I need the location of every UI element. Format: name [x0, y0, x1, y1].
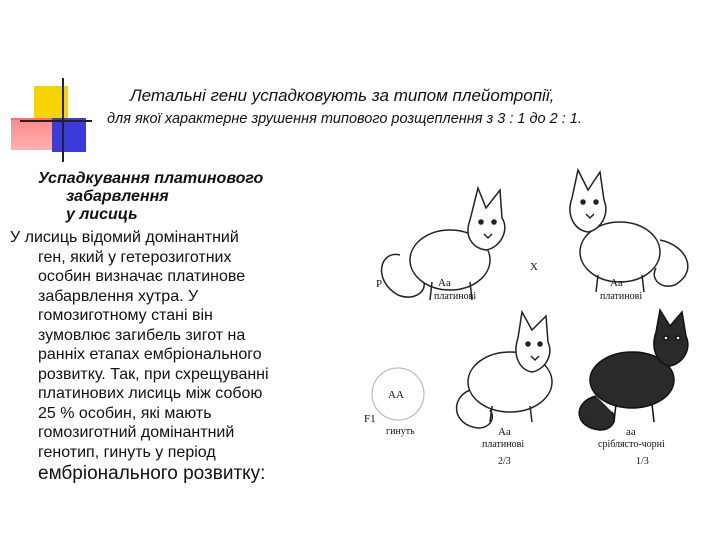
body-line: розвитку. Так, при схрещуванні	[38, 365, 269, 383]
offspring-fox-silverblack-illustration	[579, 310, 688, 430]
body-line: 25 % особин, які мають	[38, 404, 212, 422]
dead-phenotype: гинуть	[386, 426, 415, 437]
parent2-phenotype: платинові	[600, 291, 643, 302]
parent1-genotype: Aa	[438, 277, 451, 289]
fox-cross-diagram	[360, 160, 710, 480]
body-line: У лисиць відомий домінантний	[10, 229, 239, 246]
offspring2-phenotype: сріблясто-чорні	[598, 439, 665, 450]
body-line: гомозиготному стані він	[38, 307, 213, 324]
cross-symbol: X	[530, 261, 538, 273]
slide-title: Летальні гени успадковують за типом плейотропії,	[130, 86, 555, 105]
decor-horizontal-line	[20, 120, 92, 122]
section-heading	[38, 170, 338, 224]
heading-line-2: забарвлення	[66, 188, 169, 205]
body-line: ранніх етапах ембріонального	[38, 346, 262, 363]
body-line: платинових лисиць між собою	[38, 385, 263, 402]
heading-line-1: Успадкування платинового	[38, 170, 264, 187]
p-generation-label: P	[376, 278, 383, 290]
heading-line-3: у лисиць	[66, 206, 138, 223]
offspring1-phenotype: платинові	[482, 439, 525, 450]
body-line: генотип, гинуть у період	[38, 443, 216, 461]
body-line: гомозиготний домінантний	[38, 424, 235, 441]
body-line: зумовлює загибель зигот на	[38, 326, 246, 344]
dead-genotype: AA	[388, 389, 404, 401]
parent-fox-2-illustration	[570, 170, 688, 292]
f1-generation-label: F1	[364, 413, 376, 425]
decor-red-rect	[11, 118, 53, 150]
body-line: ембріонального розвитку:	[38, 463, 266, 484]
offspring2-ratio: 1/3	[636, 456, 649, 467]
body-line: особин визначає платинове	[38, 268, 246, 285]
offspring2-genotype: aa	[626, 426, 636, 438]
body-paragraph	[10, 228, 355, 485]
parent1-phenotype: платинові	[434, 291, 477, 302]
offspring1-genotype: Aa	[498, 426, 511, 438]
offspring-fox-platinum-illustration	[457, 312, 552, 428]
slide-subtitle: для якої характерне зрушення типового розщеплення з 3 : 1 до 2 : 1.	[107, 111, 582, 127]
body-line: забарвлення хутра. У	[38, 287, 199, 305]
body-line: ген, який у гетерозиготних	[38, 248, 232, 266]
parent2-genotype: Aa	[610, 277, 623, 289]
decor-blue-square	[52, 118, 86, 152]
offspring1-ratio: 2/3	[498, 456, 511, 467]
